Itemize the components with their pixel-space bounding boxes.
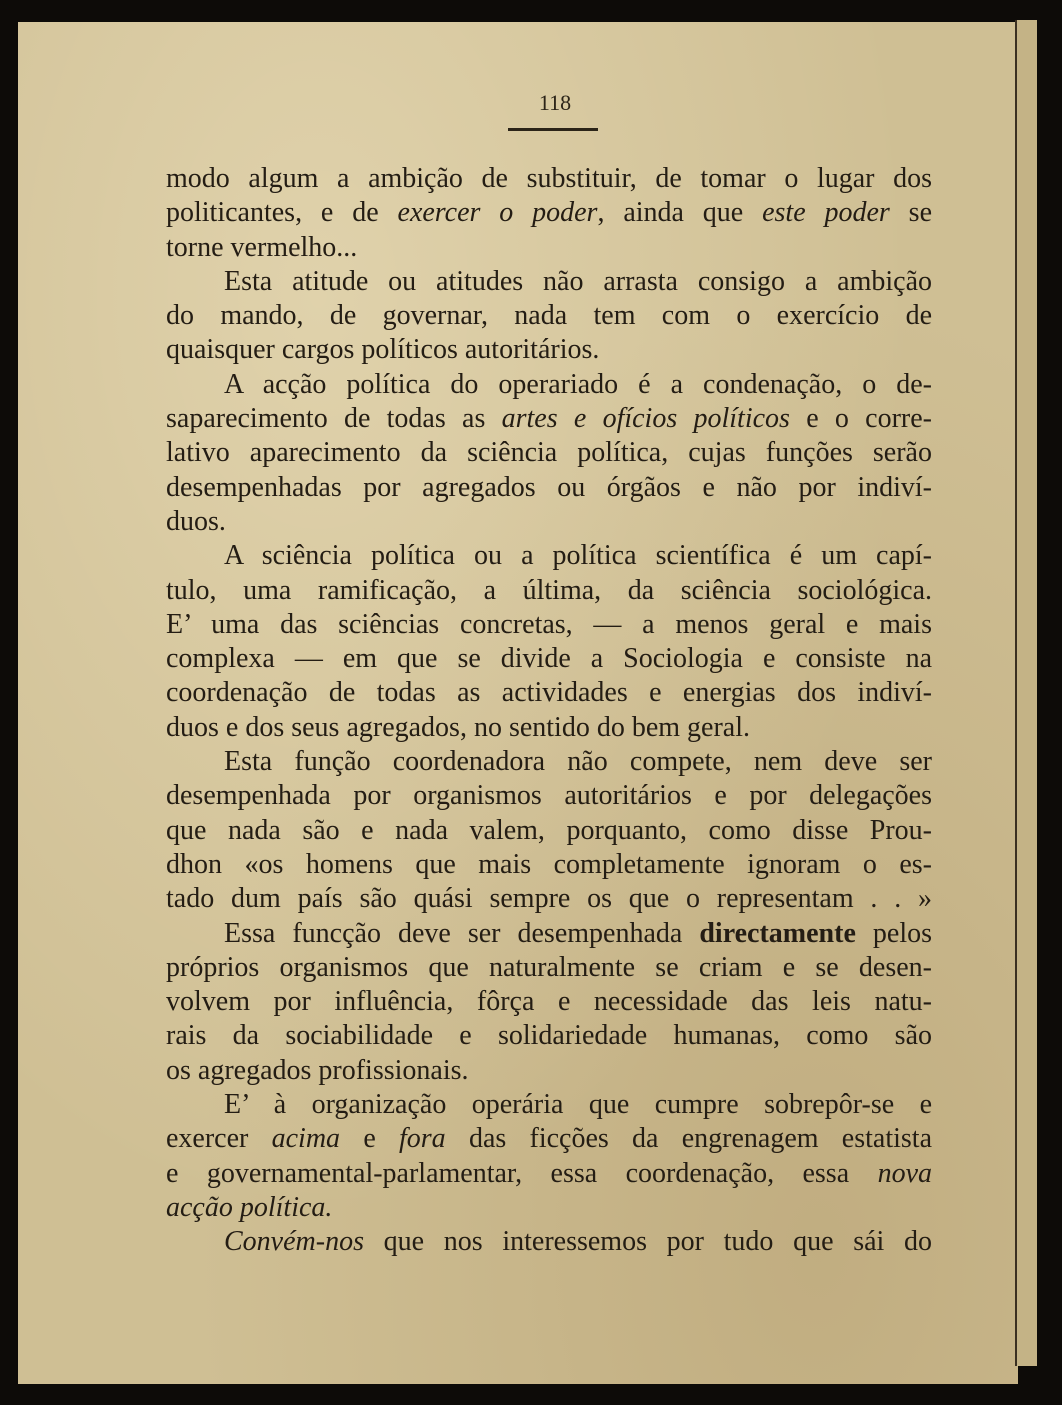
- text-segment: rais da sociabilidade e solidariedade humanas, como são: [166, 1020, 932, 1052]
- text-segment: politicantes, e de: [166, 197, 398, 229]
- italic-text: artes e ofícios políticos: [501, 403, 790, 435]
- text-line: [166, 574, 932, 608]
- text-segment: se: [889, 197, 932, 229]
- text-segment: duos e dos seus agregados, no sentido do bem geral.: [166, 711, 750, 743]
- text-segment: lativo aparecimento da sciência política, cujas funções serão: [166, 437, 932, 469]
- text-line: [166, 1054, 932, 1088]
- text-line: [166, 917, 932, 951]
- text-line: [166, 951, 932, 985]
- italic-text: nova: [877, 1157, 932, 1189]
- text-segment: Esta atitude ou atitudes não arrasta consigo a ambição: [224, 265, 932, 297]
- text-segment: torne vermelho...: [166, 231, 358, 263]
- text-segment: que nos interessemos por tudo que sái do: [363, 1226, 932, 1258]
- page-number: 118: [538, 90, 572, 115]
- text-line: [166, 368, 932, 402]
- text-segment: saparecimento de todas as: [166, 403, 502, 435]
- italic-text: Convém-nos: [224, 1226, 364, 1258]
- text-segment: A acção política do operariado é a condenação, o de-: [224, 368, 932, 400]
- text-segment: , ainda que: [597, 197, 763, 229]
- text-line: [166, 1019, 932, 1053]
- text-line: [166, 471, 932, 505]
- text-line: [166, 505, 932, 539]
- text-segment: tulo, uma ramificação, a última, da sciência sociológica.: [166, 574, 932, 606]
- italic-text: este poder: [762, 197, 890, 229]
- text-line: [166, 333, 932, 367]
- text-line: [166, 231, 932, 265]
- text-segment: Essa funcção deve ser desempenhada: [224, 917, 700, 949]
- text-segment: desempenhadas por agregados ou órgãos e não por indiví-: [166, 471, 932, 503]
- text-line: [166, 1088, 932, 1122]
- text-segment: dhon «os homens que mais completamente ignoram o es-: [166, 848, 932, 880]
- text-segment: e: [340, 1123, 399, 1155]
- text-segment: coordenação de todas as actividades e energias dos indiví-: [166, 677, 932, 709]
- text-line: [166, 1225, 932, 1259]
- text-segment: Esta função coordenadora não compete, nem deve ser: [224, 746, 932, 778]
- text-segment: complexa — em que se divide a Sociologia e consiste na: [166, 643, 932, 675]
- italic-text: fora: [399, 1123, 446, 1155]
- text-line: [166, 848, 932, 882]
- italic-text: acção política.: [166, 1191, 333, 1223]
- text-segment: das ficções da engrenagem estatista: [445, 1123, 932, 1155]
- text-line: [166, 779, 932, 813]
- header-rule: [508, 128, 598, 131]
- text-segment: E’ uma das sciências concretas, — a menos geral e mais: [166, 608, 932, 640]
- text-segment: que nada são e nada valem, porquanto, como disse Prou-: [166, 814, 932, 846]
- text-line: [166, 539, 932, 573]
- text-segment: volvem por influência, fôrça e necessidade das leis natu-: [166, 986, 932, 1018]
- text-segment: e governamental-parlamentar, essa coordenação, essa: [166, 1157, 878, 1189]
- text-line: [166, 985, 932, 1019]
- text-segment: pelos: [855, 917, 932, 949]
- italic-text: acima: [271, 1123, 341, 1155]
- page-edge: [1015, 20, 1037, 1366]
- body-text: [166, 162, 932, 1260]
- bold-text: directamente: [699, 917, 856, 949]
- text-line: [166, 196, 932, 230]
- text-line: [166, 162, 932, 196]
- text-segment: os agregados profissionais.: [166, 1054, 469, 1086]
- text-line: [166, 265, 932, 299]
- text-segment: exercer: [166, 1123, 272, 1155]
- text-segment: próprios organismos que naturalmente se criam e se desen-: [166, 951, 932, 983]
- text-segment: quaisquer cargos políticos autoritários.: [166, 334, 600, 366]
- text-line: [166, 882, 932, 916]
- text-line: [166, 642, 932, 676]
- text-line: [166, 402, 932, 436]
- text-segment: do mando, de governar, nada tem com o exercício de: [166, 300, 932, 332]
- text-line: [166, 1157, 932, 1191]
- text-line: [166, 814, 932, 848]
- text-line: [166, 676, 932, 710]
- text-segment: desempenhada por organismos autoritários e por delegações: [166, 780, 932, 812]
- italic-text: exercer o poder: [397, 197, 598, 229]
- text-segment: modo algum a ambição de substituir, de tomar o lugar dos: [166, 163, 932, 194]
- text-line: [166, 436, 932, 470]
- text-line: [166, 299, 932, 333]
- text-line: [166, 745, 932, 779]
- text-segment: E’ à organização operária que cumpre sobrepôr-se e: [224, 1089, 932, 1121]
- text-line: [166, 711, 932, 745]
- text-line: [166, 608, 932, 642]
- text-segment: duos.: [166, 505, 226, 537]
- text-line: [166, 1122, 932, 1156]
- text-segment: e o corre-: [789, 403, 932, 435]
- text-line: [166, 1191, 932, 1225]
- text-segment: tado dum país são quási sempre os que o representam . . »: [166, 883, 932, 915]
- text-segment: A sciência política ou a política scientífica é um capí-: [224, 540, 932, 572]
